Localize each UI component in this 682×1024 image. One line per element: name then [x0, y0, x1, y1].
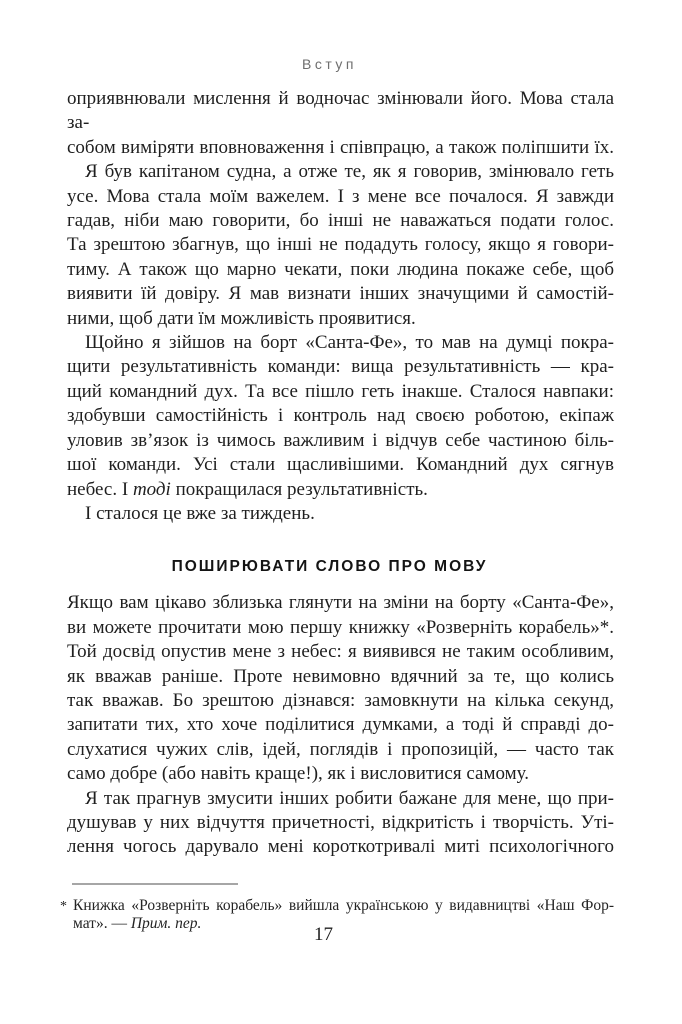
text-line: як вважав раніше. Проте невимовно вдячний за те, що колись: [67, 665, 614, 687]
page-number: 17: [314, 924, 333, 945]
paragraph-group-after-heading: [67, 591, 614, 859]
text-line: виявити їй довіру. Я мав визнати інших значущими й самостій-: [67, 283, 614, 305]
text-line: уловив зв’язок із чимось важливим і відчув себе частиною біль-: [67, 429, 614, 451]
after-paragraph-2: [67, 787, 614, 860]
footnote-rule: [72, 883, 238, 885]
text-line: усе. Мова стала моїм важелем. І з мене все почалося. Я завжди: [67, 185, 614, 207]
text-line: тиму. А також що марно чекати, поки людина покаже себе, щоб: [67, 258, 614, 280]
text-line: ви можете прочитати мою першу книжку «Розверніть корабель»*.: [67, 616, 614, 638]
before-paragraph-1: [67, 87, 614, 160]
text-line: гадав, ніби маю говорити, бо інші не наважаться подати голос.: [67, 210, 614, 232]
text-line: ними, щоб дати їм можливість проявитися.: [67, 307, 416, 329]
section-heading: ПОШИРЮВАТИ СЛОВО ПРО МОВУ: [171, 558, 488, 576]
after-paragraph-1: [67, 591, 614, 786]
text-line: Щойно я зійшов на борт «Санта-Фе», то мав на думці покра-: [85, 332, 614, 354]
text-line: собом виміряти вповноваження і співпрацю, а також поліпшити їх.: [67, 136, 614, 158]
text-line: Той досвід опустив мене з небес: я виявився не таким особливим,: [67, 641, 614, 663]
running-head: Вступ: [302, 56, 357, 72]
text-line: душував у них відчуття причетності, відкритість і творчість. Уті-: [67, 811, 614, 833]
paragraph-group-before-heading: [67, 87, 614, 526]
text-line: шої команди. Усі стали щасливішими. Командний дух сягнув: [67, 454, 614, 476]
footnote-marker: *: [60, 898, 67, 914]
text-line: само добре (або навіть краще!), як і висловитися самому.: [67, 763, 529, 785]
text-line: так вважав. Бо зрештою дізнався: замовкнути на кілька секунд,: [67, 689, 614, 711]
body-text: [60, 87, 614, 934]
before-paragraph-2: [67, 160, 614, 331]
text-line: щий командний дух. Та все пішло геть інакше. Сталося навпаки:: [67, 380, 614, 402]
text-line: І сталося це вже за тиждень.: [85, 502, 315, 524]
text-line: оприявнювали мислення й водночас змінювали його. Мова стала за-: [67, 88, 614, 134]
text-line: небес. І тоді покращилася результативність.: [67, 478, 428, 500]
text-line: мат». — Прим. пер.: [73, 915, 202, 933]
text-line: Я був капітаном судна, а отже те, як я говорив, змінювало геть: [85, 161, 614, 183]
text-line: Та зрештою збагнув, що інші не подадуть голосу, якщо я говори-: [67, 234, 614, 256]
text-line: запитати тих, хто хоче поділитися думками, а тоді й справді до-: [67, 714, 614, 736]
text-line: Книжка «Розверніть корабель» вийшла українською у видавництві «Наш Фор-: [73, 896, 614, 914]
text-line: Якщо вам цікаво зблизька глянути на зміни на борту «Санта-Фе»,: [67, 592, 614, 614]
text-line: здобувши самостійність і контроль над своєю роботою, екіпаж: [67, 405, 614, 427]
text-line: слухатися чужих слів, ідей, поглядів і пропозицій, — часто так: [67, 738, 614, 760]
text-line: лення чогось дарувало мені короткотривалі миті психологічного: [67, 836, 614, 858]
text-line: Я так прагнув змусити інших робити бажане для мене, що при-: [85, 787, 614, 809]
text-line: щити результативність команди: вища результативність — кра-: [67, 356, 614, 378]
before-paragraph-3: [67, 331, 614, 502]
before-paragraph-4: [67, 502, 614, 526]
